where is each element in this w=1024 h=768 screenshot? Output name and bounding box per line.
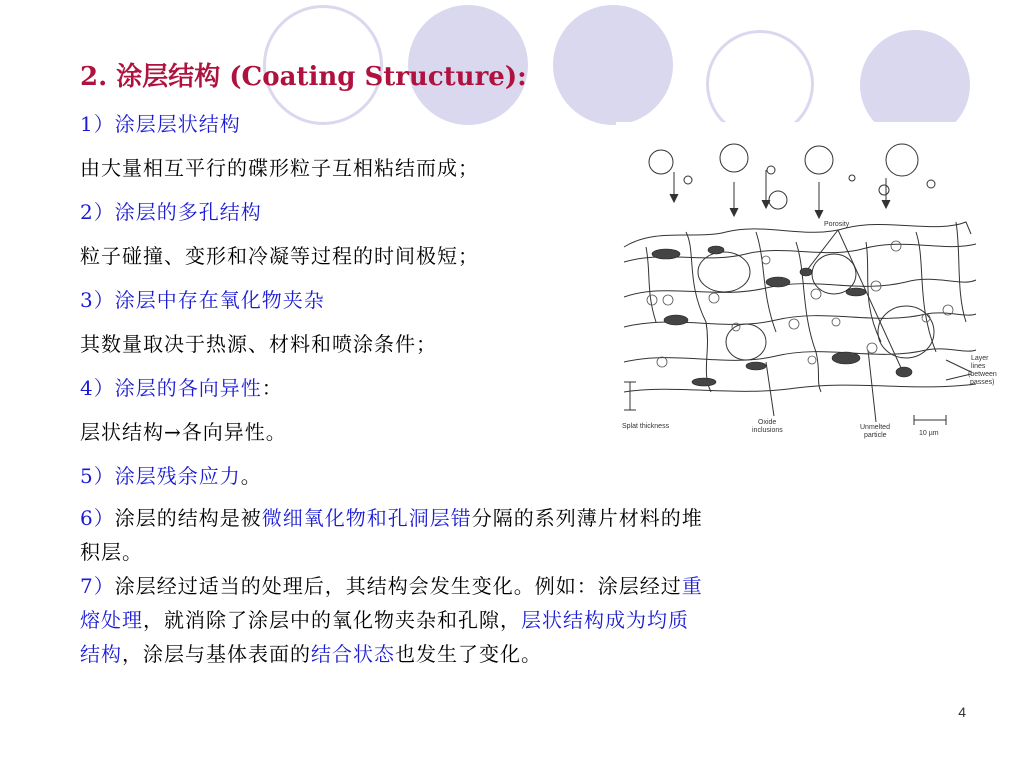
item-4-suffix: ： [261,376,283,400]
item-6-part1: 涂层的结构是被 [114,506,262,530]
label-splat-thickness: Splat thickness [622,423,670,430]
item-7-part3: 熔处理 [80,608,143,632]
label-layer-lines-3: (between [968,371,997,378]
item-1-desc: 由大量相互平行的碟形粒子互相粘结而成； [80,156,479,180]
label-oxide-2: inclusions [752,427,783,434]
oxide-inclusion [832,352,860,364]
label-layer-lines-1: Layer [971,355,989,362]
particle [769,191,787,209]
item-4-text: 涂层的各向异性 [114,376,262,400]
particle [879,185,889,195]
item-5-number: 5） [80,464,115,488]
item-6-line-1 [80,502,703,531]
particle [767,166,775,174]
label-layer-lines-4: passes) [970,379,995,386]
item-6-line-2: 积层。 [80,540,143,564]
pore [896,367,912,377]
item-6-number: 6） [80,506,115,530]
oxide-inclusion [708,246,724,254]
item-2-text: 涂层的多孔结构 [114,200,262,224]
item-7-part9: 也发生了变化。 [395,642,542,666]
item-7-line-3 [80,638,542,667]
item-5-text: 涂层残余应力 [114,464,241,488]
particle [720,144,748,172]
item-6-part3: 分隔的系列薄片材料的堆 [471,506,703,530]
item-3-text: 涂层中存在氧化物夹杂 [114,288,325,312]
particle [684,176,692,184]
label-unmelted-2: particle [864,432,887,439]
particle [849,175,855,181]
particle [927,180,935,188]
coating-structure-diagram [616,122,1004,440]
item-2-number: 2） [80,200,115,224]
item-7-part6: 结构 [80,642,122,666]
item-2-desc: 粒子碰撞、变形和冷凝等过程的时间极短； [80,244,479,268]
oxide-inclusion [766,277,790,287]
oxide-inclusion [692,378,716,386]
item-3-heading [80,284,325,313]
item-4-heading [80,372,283,401]
decor-circle-2 [553,5,673,125]
item-7-part1: 涂层经过适当的处理后，其结构会发生变化。例如：涂层经过 [114,574,682,598]
oxide-inclusion [746,362,766,370]
item-4-desc: 层状结构→各向异性。 [80,420,287,444]
item-7-line-1 [80,570,703,599]
item-7-part7: ，涂层与基体表面的 [122,642,311,666]
item-4-number: 4） [80,376,115,400]
label-oxide-1: Oxide [758,419,777,426]
item-3-desc: 其数量取决于热源、材料和喷涂条件； [80,332,437,356]
label-scale-bar: 10 µm [919,430,939,437]
item-7-part2: 重 [681,574,703,598]
coating-structure-figure [616,122,1004,440]
oxide-inclusion [664,315,688,325]
item-7-part8: 结合状态 [311,642,395,666]
item-7-part5: 层状结构成为均质 [521,608,689,632]
item-2-heading [80,196,262,225]
item-1-heading [80,108,241,137]
slide-title: 2. 涂层结构 (Coating Structure): [80,62,527,92]
label-layer-lines-2: lines [971,363,986,370]
item-5-suffix: 。 [240,464,262,488]
item-7-number: 7） [80,574,115,598]
item-7-part4: ，就消除了涂层中的氧化物夹杂和孔隙， [143,608,521,632]
oxide-inclusion [652,249,680,259]
label-unmelted-1: Unmelted [860,424,890,431]
label-porosity: Porosity [824,221,850,228]
item-5-heading [80,460,262,489]
item-6-part2: 微细氧化物和孔洞层错 [261,506,472,530]
particle [805,146,833,174]
item-7-line-2 [80,604,689,633]
item-1-text: 涂层层状结构 [114,112,241,136]
page-number: 4 [958,704,966,720]
oxide-inclusion [846,288,866,296]
item-1-number: 1） [80,112,115,136]
particle [886,144,918,176]
pore [800,268,812,276]
item-3-number: 3） [80,288,115,312]
particle [649,150,673,174]
